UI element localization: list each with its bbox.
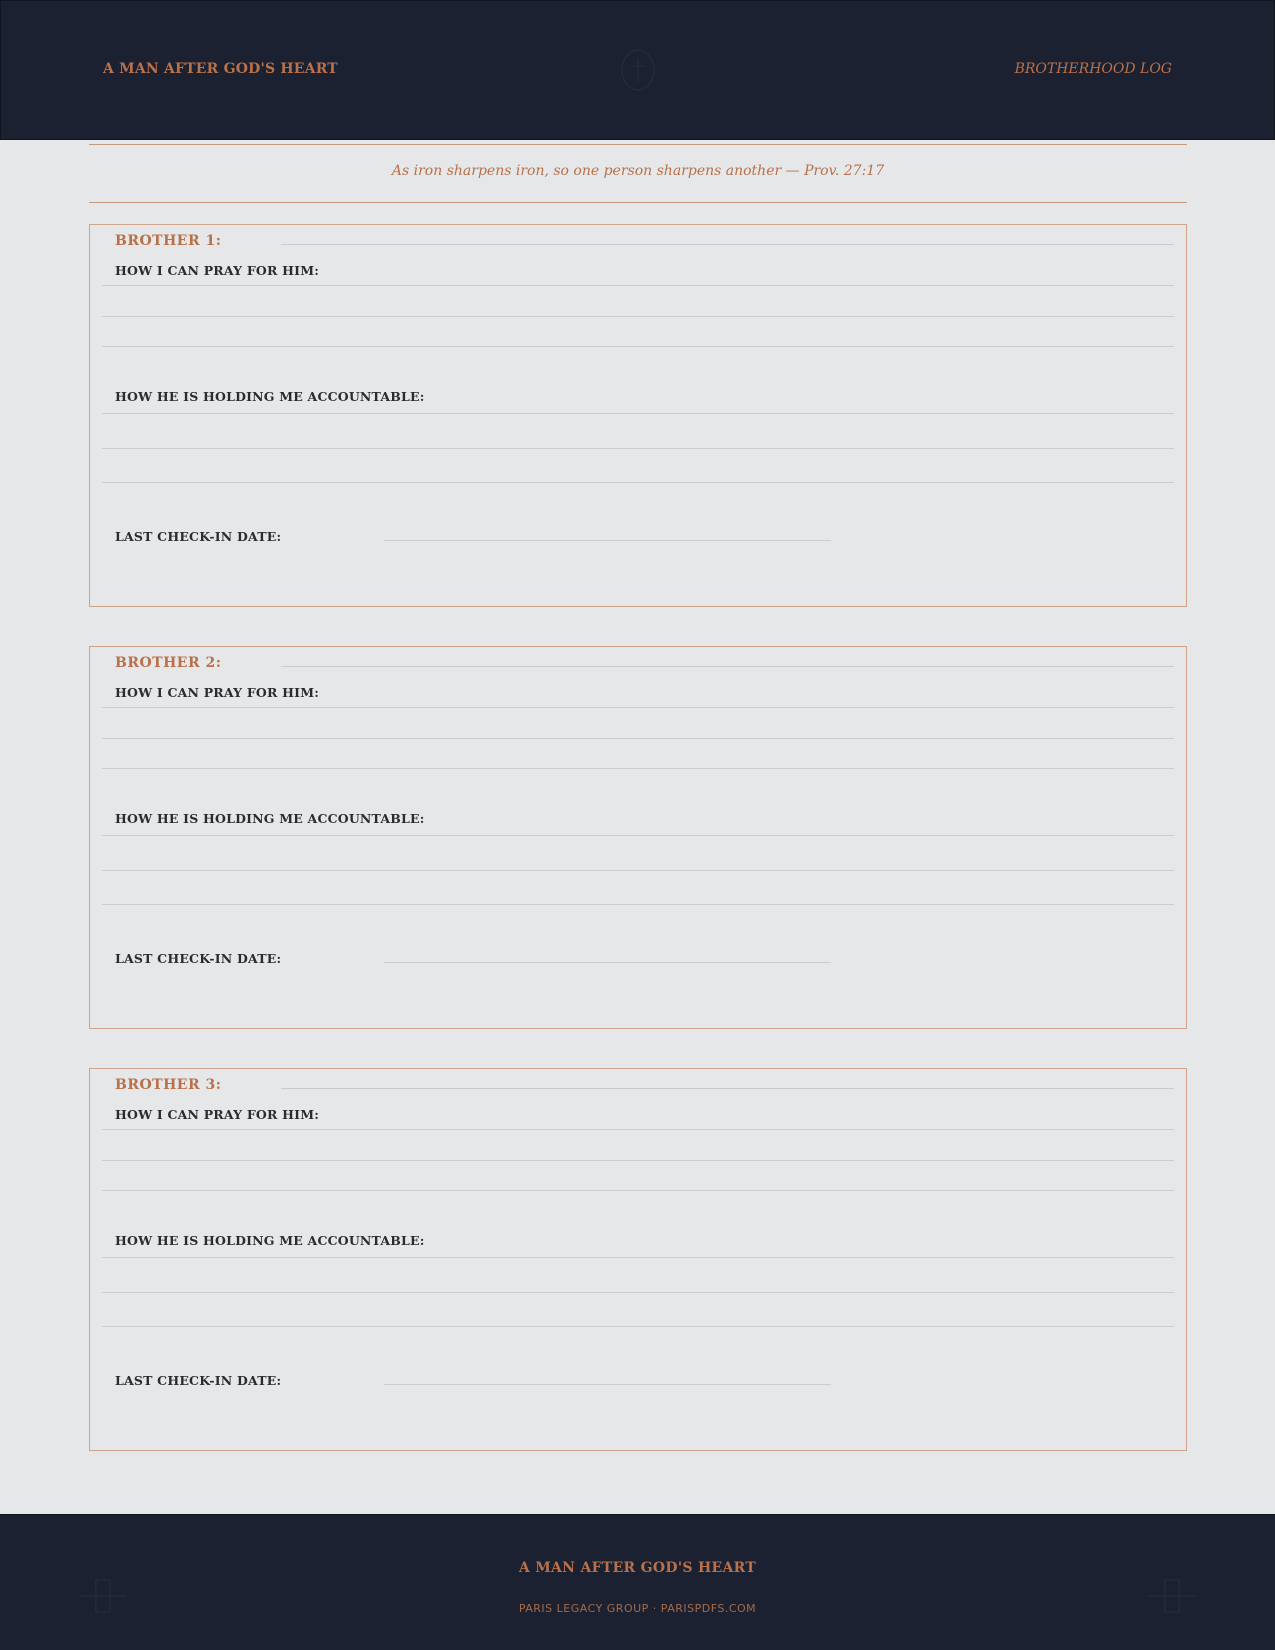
brother-name-field[interactable] [281, 666, 1174, 667]
accountable-line[interactable] [102, 1326, 1174, 1327]
header-title: A MAN AFTER GOD'S HEART [103, 61, 338, 77]
brother-title: BROTHER 1: [115, 233, 222, 249]
cross-emblem-icon [621, 49, 655, 91]
footer-credits: PARIS LEGACY GROUP · PARISPDFS.COM [518, 1602, 757, 1615]
brother-name-field[interactable] [281, 1088, 1174, 1089]
header-subtitle: BROTHERHOOD LOG [1014, 61, 1172, 77]
pray-line[interactable] [102, 346, 1174, 347]
pray-line[interactable] [102, 738, 1174, 739]
pray-label: HOW I CAN PRAY FOR HIM: [115, 1107, 320, 1122]
accountable-line[interactable] [102, 1292, 1174, 1293]
pray-label: HOW I CAN PRAY FOR HIM: [115, 263, 320, 278]
checkin-date-field[interactable] [384, 1384, 831, 1385]
accountable-line[interactable] [102, 448, 1174, 449]
checkin-date-label: LAST CHECK-IN DATE: [115, 951, 282, 966]
brother-card-3 [89, 1068, 1187, 1451]
quote-bottom-rule [89, 202, 1187, 203]
ornament-icon [1147, 1571, 1197, 1621]
accountable-line[interactable] [102, 870, 1174, 871]
brother-title: BROTHER 2: [115, 655, 222, 671]
brother-card-2 [89, 646, 1187, 1029]
pray-label: HOW I CAN PRAY FOR HIM: [115, 685, 320, 700]
accountable-line[interactable] [102, 904, 1174, 905]
pray-line[interactable] [102, 768, 1174, 769]
pray-line[interactable] [102, 285, 1174, 286]
accountable-line[interactable] [102, 482, 1174, 483]
pray-line[interactable] [102, 1129, 1174, 1130]
brother-name-field[interactable] [281, 244, 1174, 245]
accountable-label: HOW HE IS HOLDING ME ACCOUNTABLE: [115, 811, 425, 826]
quote-top-rule [89, 144, 1187, 145]
brother-card-1 [89, 224, 1187, 607]
checkin-date-label: LAST CHECK-IN DATE: [115, 529, 282, 544]
accountable-line[interactable] [102, 1257, 1174, 1258]
accountable-line[interactable] [102, 413, 1174, 414]
checkin-date-field[interactable] [384, 962, 831, 963]
checkin-date-label: LAST CHECK-IN DATE: [115, 1373, 282, 1388]
brother-title: BROTHER 3: [115, 1077, 222, 1093]
checkin-date-field[interactable] [384, 540, 831, 541]
footer-title: A MAN AFTER GOD'S HEART [518, 1560, 757, 1576]
accountable-label: HOW HE IS HOLDING ME ACCOUNTABLE: [115, 389, 425, 404]
pray-line[interactable] [102, 1160, 1174, 1161]
pray-line[interactable] [102, 707, 1174, 708]
accountable-line[interactable] [102, 835, 1174, 836]
page-header [0, 0, 1275, 140]
scripture-quote: As iron sharpens iron, so one person sharpens another — Prov. 27:17 [391, 163, 885, 179]
pray-line[interactable] [102, 1190, 1174, 1191]
page-footer [0, 1514, 1275, 1650]
pray-line[interactable] [102, 316, 1174, 317]
accountable-label: HOW HE IS HOLDING ME ACCOUNTABLE: [115, 1233, 425, 1248]
